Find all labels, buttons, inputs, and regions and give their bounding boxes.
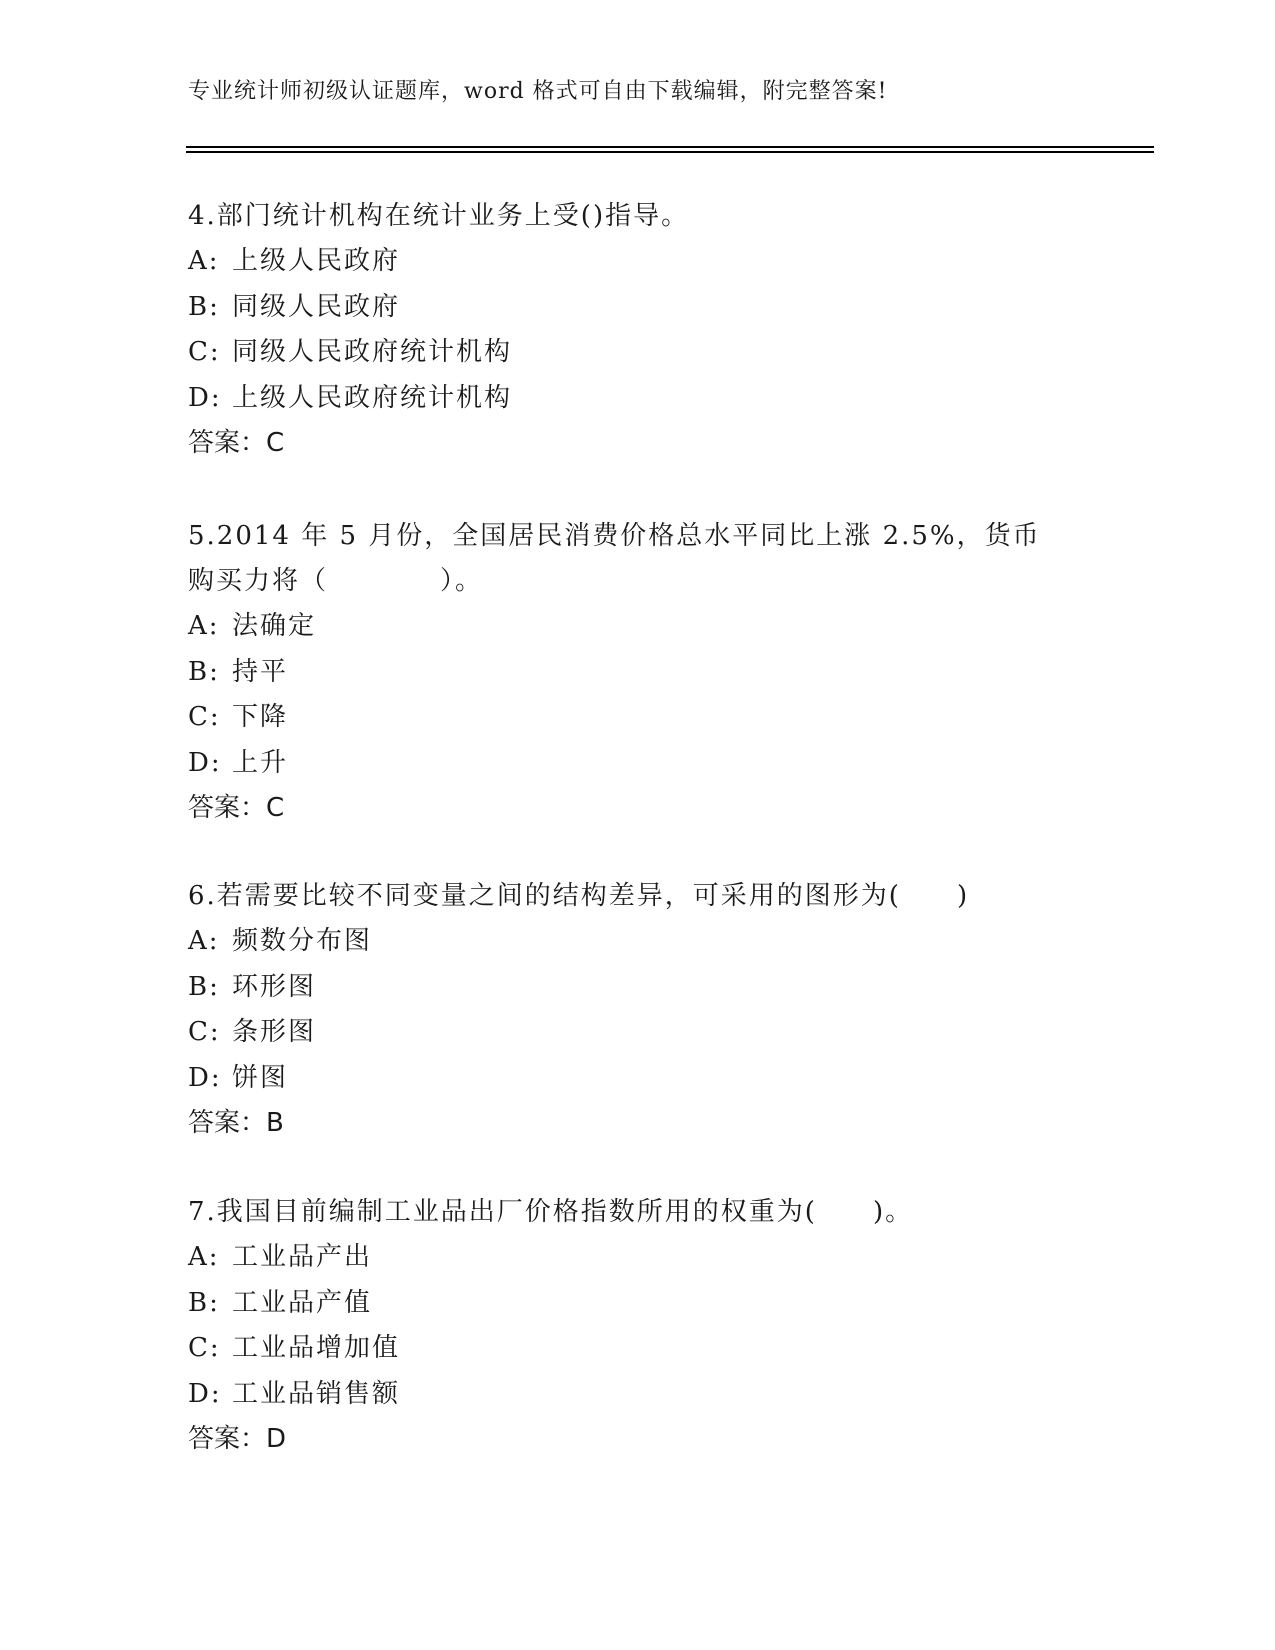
question-stem: 7.我国目前编制工业品出厂价格指数所用的权重为( )。	[188, 1197, 914, 1227]
option-letter: D:	[188, 1378, 222, 1409]
header-divider	[186, 146, 1154, 153]
option-letter: A:	[188, 246, 220, 276]
option-d	[188, 741, 1068, 787]
option-text: 法确定	[232, 611, 317, 641]
option-b	[188, 650, 1068, 696]
option-letter: D:	[188, 1062, 222, 1093]
option-letter: A:	[188, 1242, 220, 1272]
option-b	[188, 285, 1088, 331]
page-header: 专业统计师初级认证题库，word 格式可自由下载编辑，附完整答案!	[188, 79, 888, 104]
option-letter: A:	[188, 926, 220, 956]
question-block	[188, 514, 1068, 832]
option-c	[188, 1010, 1088, 1056]
option-text: 上升	[232, 747, 289, 778]
option-text: 工业品产出	[232, 1242, 373, 1272]
question-block	[188, 1190, 1088, 1463]
option-text: 条形图	[232, 1017, 317, 1047]
question-stem: 6.若需要比较不同变量之间的结构差异，可采用的图形为( )	[188, 881, 970, 911]
option-text: 工业品销售额	[232, 1378, 401, 1409]
option-letter: D:	[188, 382, 222, 413]
question-stem: 4.部门统计机构在统计业务上受()指导。	[188, 201, 690, 231]
option-text: 持平	[232, 656, 289, 687]
option-a	[188, 919, 1088, 965]
option-a	[188, 604, 1068, 650]
question-block	[188, 194, 1088, 467]
option-d	[188, 1056, 1088, 1102]
option-c	[188, 1326, 1088, 1372]
answer-line: 答案：C	[188, 428, 285, 458]
option-letter: C:	[188, 337, 221, 367]
option-letter: D:	[188, 747, 222, 778]
option-text: 同级人民政府	[232, 291, 401, 322]
option-a	[188, 1235, 1088, 1281]
option-text: 环形图	[232, 971, 317, 1002]
question-stem: 5.2014 年 5 月份，全国居民消费价格总水平同比上涨 2.5%，货币购买力将（ ）。	[188, 521, 1041, 596]
option-letter: A:	[188, 611, 220, 641]
answer-line: 答案：B	[188, 1108, 284, 1138]
option-letter: B:	[188, 1287, 220, 1318]
question-block	[188, 874, 1088, 1147]
answer-line: 答案：C	[188, 793, 285, 823]
option-d	[188, 376, 1088, 422]
option-letter: B:	[188, 656, 220, 687]
option-b	[188, 965, 1088, 1011]
option-c	[188, 695, 1068, 741]
option-letter: C:	[188, 1333, 221, 1363]
option-text: 工业品产值	[232, 1287, 373, 1318]
option-letter: B:	[188, 291, 220, 322]
option-text: 上级人民政府	[232, 246, 401, 276]
option-b	[188, 1281, 1088, 1327]
option-a	[188, 239, 1088, 285]
option-text: 频数分布图	[232, 926, 373, 956]
option-text: 饼图	[232, 1062, 289, 1093]
option-c	[188, 330, 1088, 376]
option-d	[188, 1372, 1088, 1418]
option-text: 工业品增加值	[232, 1333, 401, 1363]
option-letter: B:	[188, 971, 220, 1002]
option-text: 上级人民政府统计机构	[232, 382, 513, 413]
answer-line: 答案：D	[188, 1424, 287, 1454]
option-text: 同级人民政府统计机构	[232, 337, 513, 367]
option-text: 下降	[232, 702, 289, 732]
option-letter: C:	[188, 702, 221, 732]
option-letter: C:	[188, 1017, 221, 1047]
